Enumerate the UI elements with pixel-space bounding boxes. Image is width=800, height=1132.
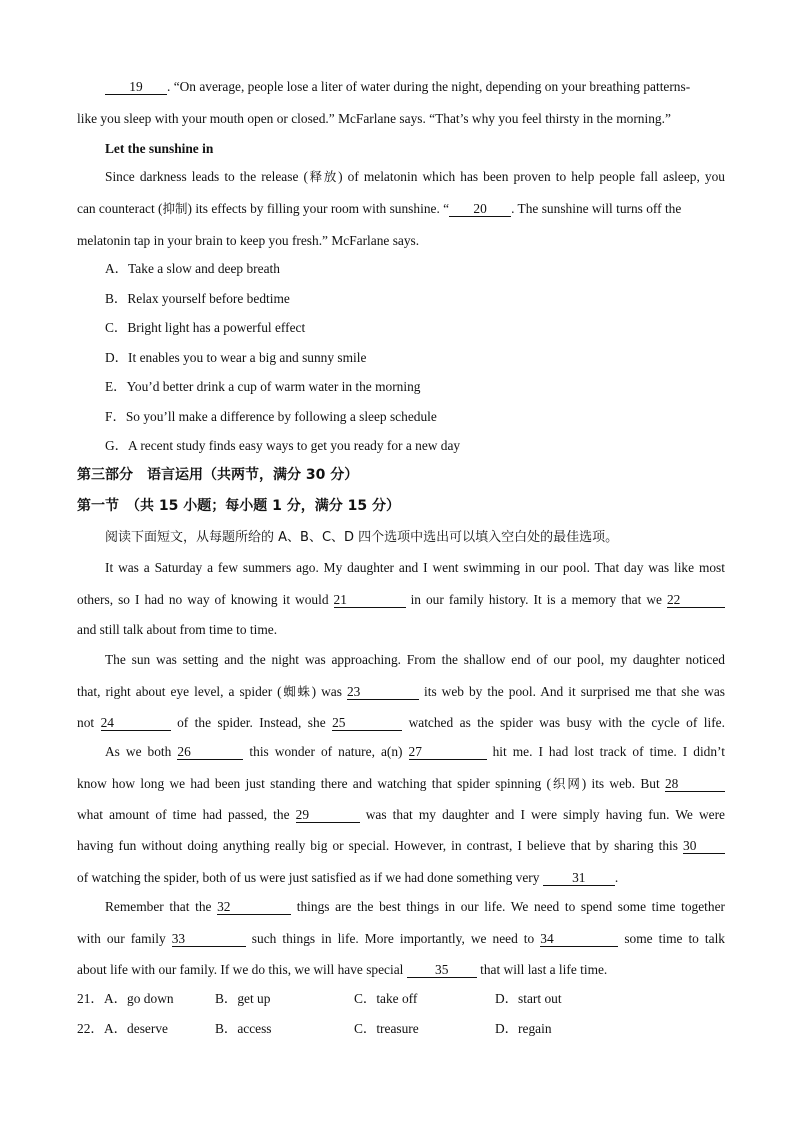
answer-blank: 20 <box>449 202 511 217</box>
paragraph-line <box>77 593 725 608</box>
answer-blank-30: 30 <box>683 839 725 854</box>
choice-a: A．deserve <box>104 1021 168 1036</box>
text-run: Remember that the <box>105 899 212 914</box>
text-run: of the spider. Instead, she <box>177 715 326 730</box>
paragraph-line <box>77 777 725 792</box>
text-run: hit me. I had lost track of time. I didn’t <box>492 744 725 759</box>
paragraph-line <box>77 932 725 947</box>
text-run: ) of melatonin which has been proven to help people fall asleep, you <box>338 169 725 184</box>
paragraph-line: It was a Saturday a few summers ago. My daughter and I went swimming in our pool. That day was like most <box>105 560 725 575</box>
choice-b: B．access <box>215 1021 272 1036</box>
text-run: of watching the spider, both of us were just satisfied as if we had done something very <box>77 870 540 885</box>
paragraph-line: melatonin tap in your brain to keep you fresh.” McFarlane says. <box>77 233 420 248</box>
paragraph-line: and still talk about from time to time. <box>77 622 278 637</box>
choice-a: A．go down <box>104 991 174 1006</box>
answer-blank-35: 35 <box>407 963 477 978</box>
paragraph-line <box>105 745 725 760</box>
answer-blank-24: 24 <box>101 716 171 731</box>
option-g: G．A recent study finds easy ways to get you ready for a new day <box>105 438 461 453</box>
option-a: A．Take a slow and deep breath <box>105 261 280 276</box>
text-run: As we both <box>105 744 172 759</box>
text-run: things are the best things in our life. We need to spend some time together <box>296 899 725 914</box>
section-heading: 第一节 （共 15 小题；每小题 1 分，满分 15 分） <box>77 498 400 514</box>
text-run: . The sunshine will turns off the <box>511 201 682 216</box>
text-run: ) was <box>311 684 342 699</box>
answer-blank-23: 23 <box>347 685 419 700</box>
answer-blank-28: 28 <box>665 777 725 792</box>
option-c: C．Bright light has a powerful effect <box>105 320 306 335</box>
chinese-gloss: 释放 <box>307 169 339 184</box>
answer-blank-25: 25 <box>332 716 402 731</box>
part-heading: 第三部分 语言运用（共两节，满分 30 分） <box>77 467 359 483</box>
text-run: such things in life. More importantly, we need to <box>251 931 535 946</box>
answer-blank-32: 32 <box>217 900 291 915</box>
option-d: D．It enables you to wear a big and sunny smile <box>105 350 367 365</box>
paragraph-line <box>77 963 725 978</box>
paragraph-line <box>77 808 725 823</box>
text-run: others, so I had no way of knowing it would <box>77 592 329 607</box>
paragraph-line <box>77 202 725 217</box>
answer-blank: 19 <box>105 80 167 95</box>
choice-d: D．start out <box>495 991 562 1006</box>
paragraph-line <box>77 716 725 731</box>
text-run: in our family history. It is a memory that we <box>410 592 662 607</box>
option-b: B．Relax yourself before bedtime <box>105 291 290 306</box>
answer-blank-27: 27 <box>409 745 487 760</box>
text-run: that, right about eye level, a spider ( <box>77 684 282 699</box>
choice-b: B．get up <box>215 991 271 1006</box>
paragraph-line: The sun was setting and the night was approaching. From the shallow end of our pool, my daughter noticed <box>105 652 725 667</box>
text-run: can counteract ( <box>77 201 163 216</box>
text-run: this wonder of nature, a(n) <box>249 744 403 759</box>
text-run: . “On average, people lose a liter of water during the night, depending on your breathing patterns- <box>167 79 691 94</box>
text-run: about life with our family. If we do this, we will have special <box>77 962 404 977</box>
text-run: . <box>614 870 619 885</box>
text-run: with our family <box>77 931 166 946</box>
section-subtitle: Let the sunshine in <box>105 141 214 156</box>
text-run: ) its web. But <box>581 776 660 791</box>
text-run: Since darkness leads to the release ( <box>105 169 308 184</box>
chinese-gloss: 蜘蛛 <box>281 684 312 699</box>
paragraph-line <box>77 871 725 886</box>
answer-blank-29: 29 <box>296 808 360 823</box>
paragraph-line <box>77 80 725 95</box>
question-number: 22． <box>77 1021 104 1036</box>
chinese-gloss: 抑制 <box>162 201 188 216</box>
instruction-text: 阅读下面短文，从每题所给的 A、B、C、D 四个选项中选出可以填入空白处的最佳选项。 <box>105 530 619 545</box>
answer-blank-21: 21 <box>334 593 406 608</box>
answer-blank-22: 22 <box>667 593 725 608</box>
text-run: not <box>77 715 95 730</box>
answer-blank-31: 31 <box>543 871 615 886</box>
paragraph-line: like you sleep with your mouth open or closed.” McFarlane says. “That’s why you feel thirsty in the morning.” <box>77 111 671 126</box>
paragraph-line <box>105 900 725 915</box>
text-run: know how long we had been just standing there and watching that spider spinning ( <box>77 776 551 791</box>
text-run: ) its effects by filling your room with sunshine. “ <box>187 201 450 216</box>
answer-blank-33: 33 <box>172 932 246 947</box>
paragraph-line <box>105 170 725 184</box>
choice-c: C．treasure <box>354 1021 419 1036</box>
text-run: its web by the pool. And it surprised me that she was <box>424 684 725 699</box>
text-run: what amount of time had passed, the <box>77 807 290 822</box>
text-run: that will last a life time. <box>480 962 608 977</box>
option-e: E．You’d better drink a cup of warm water in the morning <box>105 379 421 394</box>
text-run: watched as the spider was busy with the cycle of life. <box>408 715 725 730</box>
answer-blank-34: 34 <box>540 932 618 947</box>
text-run: some time to talk <box>624 931 725 946</box>
choice-d: D．regain <box>495 1021 552 1036</box>
chinese-gloss: 织网 <box>550 776 582 791</box>
choice-c: C．take off <box>354 991 418 1006</box>
option-f: F．So you’ll make a difference by following a sleep schedule <box>105 409 437 424</box>
text-run: was that my daughter and I were simply having fun. We were <box>365 807 725 822</box>
paragraph-line <box>77 685 725 700</box>
question-number: 21． <box>77 991 104 1006</box>
text-run: having fun without doing anything really big or special. However, in contrast, I believe that by sharing this <box>77 838 678 853</box>
paragraph-line <box>77 839 725 854</box>
answer-blank-26: 26 <box>177 745 243 760</box>
